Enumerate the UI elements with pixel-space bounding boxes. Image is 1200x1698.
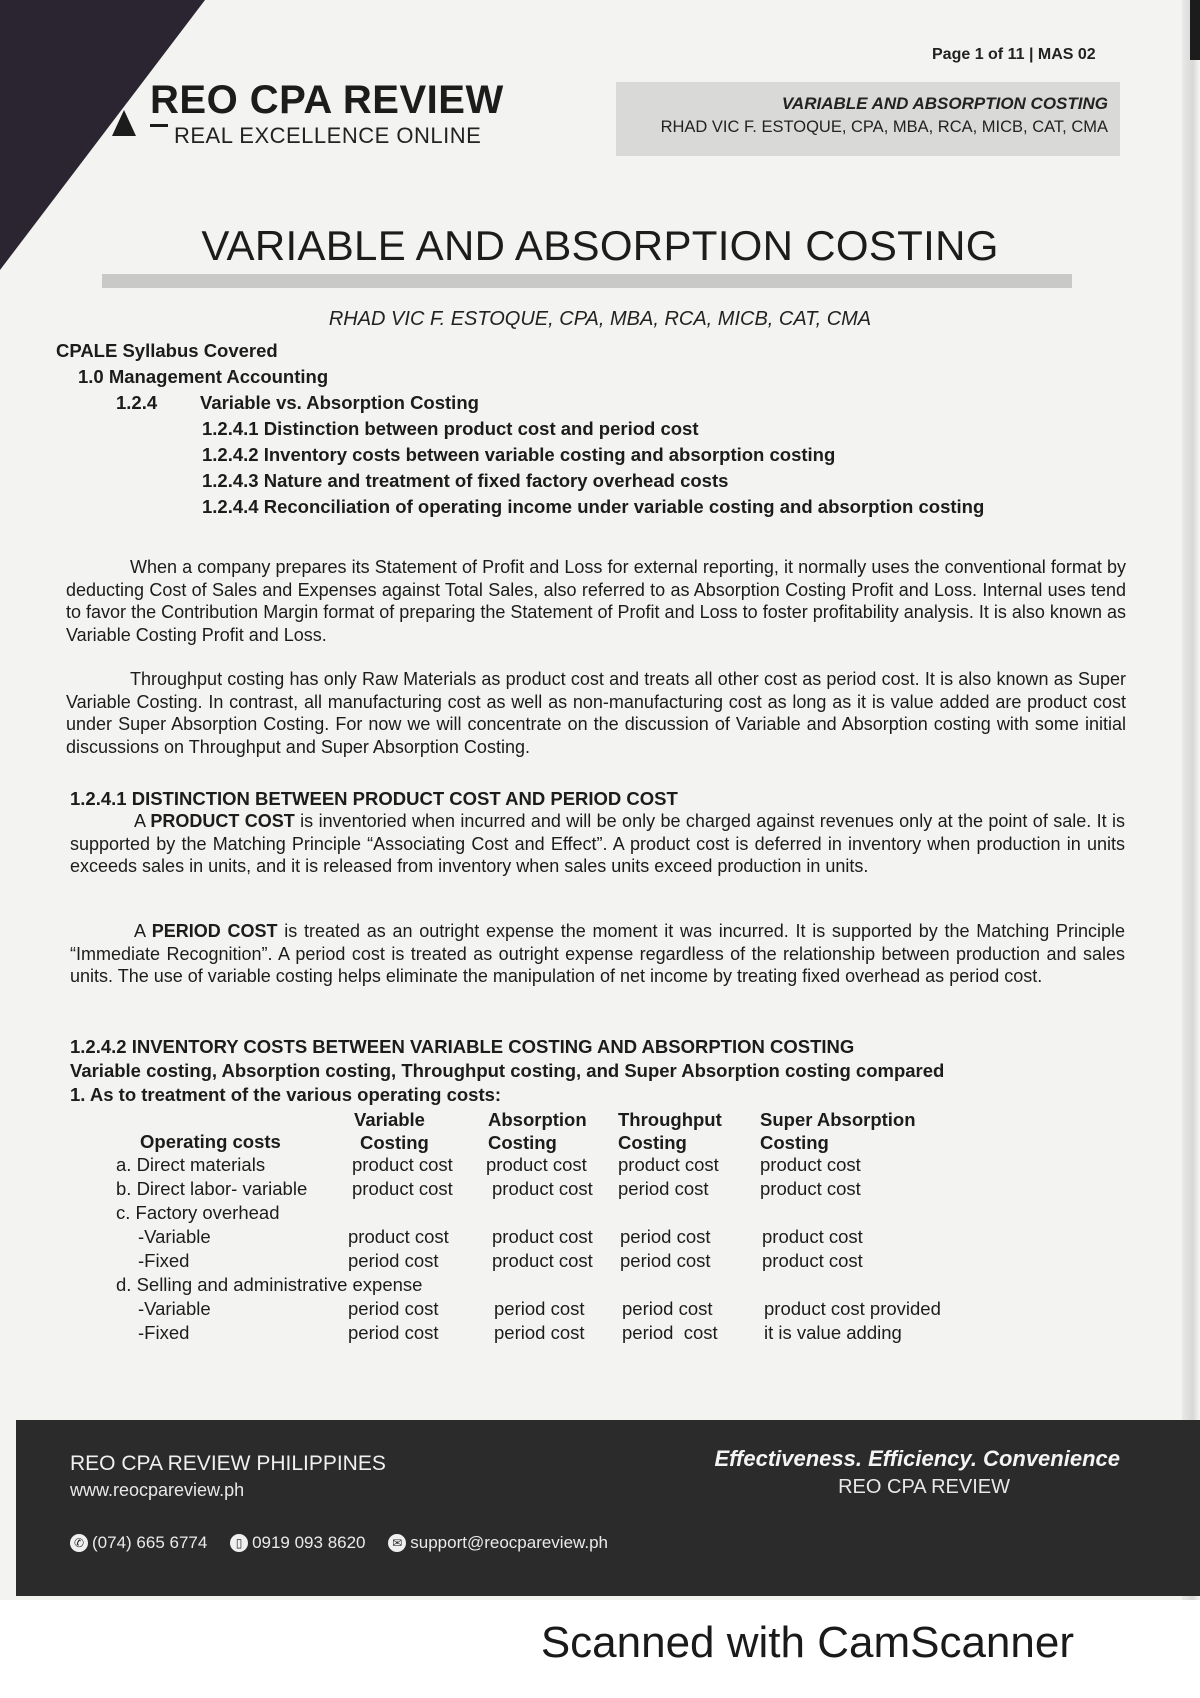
table-cell: product cost xyxy=(762,1250,863,1271)
product-cost-term: PRODUCT COST xyxy=(150,811,295,831)
period-cost-paragraph xyxy=(70,920,1125,988)
table-cell: product cost xyxy=(762,1226,863,1247)
syllabus-item: 1.2.4.1 Distinction between product cost and period cost xyxy=(202,418,699,439)
syllabus-level1: 1.0 Management Accounting xyxy=(78,366,329,387)
col-header-absorption-line1: Absorption xyxy=(488,1109,587,1130)
period-cost-term: PERIOD COST xyxy=(151,921,278,941)
table-cell: period cost xyxy=(618,1178,709,1199)
table-cell: period cost xyxy=(494,1298,585,1319)
table-cell: period cost xyxy=(348,1250,439,1271)
col-header-super-absorption-line1: Super Absorption xyxy=(760,1109,916,1130)
intro-text-1: When a company prepares its Statement of Profit and Loss for external reporting, it normally uses the conventional format by deducting Cost of Sales and Expenses against Total Sales, also referred to as Absorption Costing Profit and Loss. Internal uses tend to favor the Contribution Margin format of preparing the Statement of Profit and Loss to foster profitability analysis. It is also known as Variable Costing Profit and Loss. xyxy=(66,557,1126,645)
syllabus-item: 1.2.4.3 Nature and treatment of fixed factory overhead costs xyxy=(202,470,729,491)
camscanner-watermark: Scanned with CamScanner xyxy=(540,1618,1074,1667)
table-cell: product cost xyxy=(348,1226,449,1247)
table-cell: period cost xyxy=(494,1322,585,1343)
period-cost-lead: A xyxy=(134,921,152,941)
footer-website[interactable]: www.reocpareview.ph xyxy=(70,1480,245,1500)
logo-subtitle: REAL EXCELLENCE ONLINE xyxy=(168,123,487,149)
table-row-label: -Fixed xyxy=(138,1322,190,1343)
product-cost-text xyxy=(70,810,1125,878)
table-row-label: -Variable xyxy=(138,1226,211,1247)
table-row-label: c. Factory overhead xyxy=(116,1202,280,1223)
col-header-variable-line2: Costing xyxy=(360,1132,429,1153)
product-cost-lead: A xyxy=(134,811,151,831)
syllabus-item: 1.2.4.4 Reconciliation of operating income under variable costing and absorption costing xyxy=(202,496,985,517)
section-1-heading: 1.2.4.1 DISTINCTION BETWEEN PRODUCT COST AND PERIOD COST xyxy=(70,788,678,809)
section-2-subheading: Variable costing, Absorption costing, Throughput costing, and Super Absorption costing compared xyxy=(70,1060,945,1081)
table-cell: period cost xyxy=(622,1322,718,1343)
period-cost-body: is treated as an outright expense the moment it was incurred. It is supported by the Matching Principle “Immediate Recognition”. A period cost is treated as outright expense regardless of the relationship between production and sales units. The use of variable costing helps eliminate the manipulation of net income by treating fixed overhead as period cost. xyxy=(70,921,1126,986)
period-cost-text xyxy=(70,920,1125,988)
email-icon: ✉ xyxy=(388,1534,406,1552)
col-header-variable xyxy=(354,1108,429,1154)
mobile-icon: ▯ xyxy=(230,1534,248,1552)
phone-icon: ✆ xyxy=(70,1534,88,1552)
author-line: RHAD VIC F. ESTOQUE, CPA, MBA, RCA, MICB, CAT, CMA xyxy=(328,308,872,330)
table-row-label: -Fixed xyxy=(138,1250,190,1271)
page-number: Page 1 of 11 | MAS 02 xyxy=(932,46,1096,63)
intro-text-2: Throughput costing has only Raw Materials as product cost and treats all other cost as period cost. It is also known as Super Variable Costing. In contrast, all manufacturing cost as well as non-manufacturing cost as long as it is value added are product cost under Super Absorption Costing. For now we will concentrate on the discussion of Variable and Absorption costing with some initial discussions on Throughput and Super Absorption Costing. xyxy=(66,669,1126,757)
intro-paragraph-2 xyxy=(66,668,1126,758)
intro-paragraph-1 xyxy=(66,556,1126,646)
logo-title: REO CPA REVIEW xyxy=(150,78,504,122)
footer-tagline: Effectiveness. Efficiency. Convenience xyxy=(714,1446,1120,1471)
footer-email[interactable]: support@reocpareview.ph xyxy=(410,1532,609,1552)
table-cell: product cost xyxy=(618,1154,719,1175)
col-header-super-absorption-line2: Costing xyxy=(760,1132,829,1153)
table-cell: product cost xyxy=(760,1178,861,1199)
footer-contacts xyxy=(70,1532,626,1553)
table-cell: product cost xyxy=(352,1178,453,1199)
table-cell: period cost xyxy=(620,1226,711,1247)
table-cell: product cost provided xyxy=(764,1298,941,1319)
footer-org: REO CPA REVIEW PHILIPPINES xyxy=(70,1452,386,1475)
syllabus-heading: CPALE Syllabus Covered xyxy=(56,340,278,361)
table-cell: period cost xyxy=(348,1298,439,1319)
product-cost-paragraph xyxy=(70,810,1125,878)
table-cell: product cost xyxy=(352,1154,453,1175)
table-cell: product cost xyxy=(492,1250,593,1271)
syllabus-level2-label: Variable vs. Absorption Costing xyxy=(200,392,479,413)
table-cell: product cost xyxy=(486,1154,587,1175)
header-info-box xyxy=(616,82,1120,156)
product-cost-body: is inventoried when incurred and will be only be charged against revenues only at the point of sale. It is supported by the Matching Principle “Associating Cost and Effect”. A product cost is deferred in inventory when production in units exceeds sales in units, and it is released from inventory when sales units exceed production in units. xyxy=(70,811,1125,876)
table-cell: product cost xyxy=(760,1154,861,1175)
col-header-throughput-line1: Throughput xyxy=(618,1109,722,1130)
title-underline-bar xyxy=(102,274,1072,288)
col-header-absorption xyxy=(488,1108,587,1154)
table-cell: period cost xyxy=(622,1298,713,1319)
table-row-label: d. Selling and administrative expense xyxy=(116,1274,423,1295)
table-cell: product cost xyxy=(492,1178,593,1199)
syllabus-item: 1.2.4.2 Inventory costs between variable costing and absorption costing xyxy=(202,444,836,465)
col-header-operating-costs: Operating costs xyxy=(140,1131,281,1152)
table-cell: it is value adding xyxy=(764,1322,902,1343)
col-header-throughput xyxy=(618,1108,722,1154)
col-header-absorption-line2: Costing xyxy=(488,1132,557,1153)
table-cell: period cost xyxy=(348,1322,439,1343)
col-header-super-absorption xyxy=(760,1108,916,1154)
col-header-variable-line1: Variable xyxy=(354,1109,425,1130)
table-cell: product cost xyxy=(492,1226,593,1247)
table-row-label: b. Direct labor- variable xyxy=(116,1178,308,1199)
section-2-heading: 1.2.4.2 INVENTORY COSTS BETWEEN VARIABLE COSTING AND ABSORPTION COSTING xyxy=(70,1036,855,1057)
table-cell: period cost xyxy=(620,1250,711,1271)
table-row-label: -Variable xyxy=(138,1298,211,1319)
section-2-point: 1. As to treatment of the various operating costs: xyxy=(70,1084,502,1105)
table-row-label: a. Direct materials xyxy=(116,1154,266,1175)
header-topic: VARIABLE AND ABSORPTION COSTING xyxy=(781,94,1108,113)
page-title: VARIABLE AND ABSORPTION COSTING xyxy=(201,222,999,269)
header-author: RHAD VIC F. ESTOQUE, CPA, MBA, RCA, MICB, CAT, CMA xyxy=(660,118,1108,136)
page-edge-shadow xyxy=(1190,0,1200,60)
page-footer xyxy=(16,1420,1200,1596)
footer-mobile[interactable]: 0919 093 8620 xyxy=(252,1532,366,1552)
footer-phone[interactable]: (074) 665 6774 xyxy=(92,1532,208,1552)
col-header-throughput-line2: Costing xyxy=(618,1132,687,1153)
footer-brand: REO CPA REVIEW xyxy=(838,1476,1010,1498)
scan-corner-shadow xyxy=(0,0,205,270)
syllabus-level2-number: 1.2.4 xyxy=(116,392,158,413)
